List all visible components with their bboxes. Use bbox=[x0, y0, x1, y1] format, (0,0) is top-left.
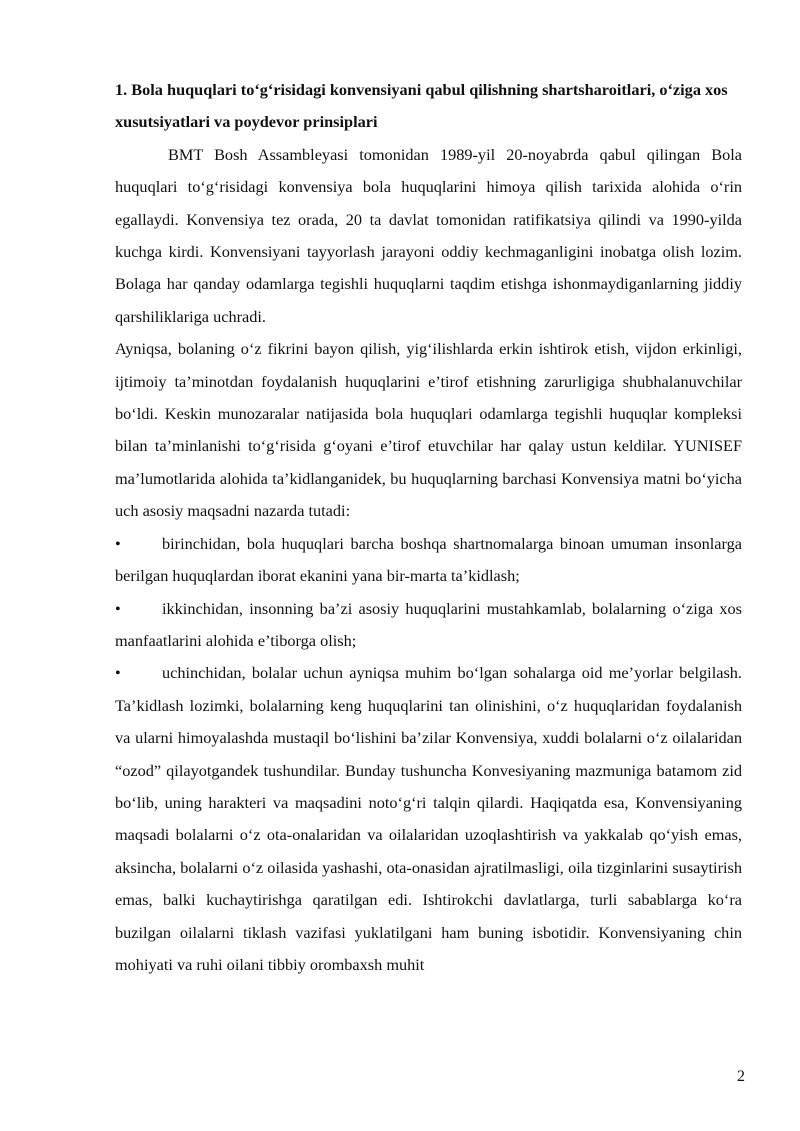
bullet-item-3 bbox=[115, 657, 742, 981]
bullet-item-2 bbox=[115, 593, 742, 658]
paragraph-2: Ayniqsa, bolaning o‘z fikrini bayon qilish, yig‘ilishlarda erkin ishtirok etish, vijdon erkinligi, ijtimoiy ta’minotdan foydalanish huquqlarini e’tirof etishning zarurligiga shubhalanuvchilar bo‘ldi. Keskin munozaralar natijasida bola huquqlari odamlarga tegishli huquqlar kompleksi bilan ta’minlanishi to‘g‘risida g‘oyani e’tirof etuvchilar har qalay ustun keldilar. YUNISEF ma’lumotlarida alohida ta’kidlanganidek, bu huquqlarning barchasi Konvensiya matni bo‘yicha uch asosiy maqsadni nazarda tutadi: bbox=[115, 339, 742, 521]
bullet-icon: • bbox=[115, 663, 121, 683]
bullet-item-1 bbox=[115, 528, 742, 593]
bullet-icon: • bbox=[115, 533, 121, 553]
bullet-item-text: uchinchidan, bolalar uchun ayniqsa muhim bo‘lgan sohalarga oid me’yorlar belgilash. Ta’kidlash lozimki, bolalarning keng huquqlarini tan olinishini, o‘z huquqlaridan foydalanish va ularni himoyalashda mustaqil bo‘lishini ba’zilar Konvensiya, xuddi bolalarni o‘z oilalaridan “ozod” qilayotgandek tushundilar. Bunday tushuncha Konvesiyaning mazmuniga batamom zid bo‘lib, uning harakteri va maqsadini noto‘g‘ri talqin qilardi. Haqiqatda esa, Konvensiyaning maqsadi bolalarni o‘z ota-onalaridan va oilalaridan uzoqlashtirish va yakkalab qo‘yish emas, aksincha, bolalarni o‘z oilasida yashashi, ota-onasidan ajratilmasligi, oila tizginlarini susaytirish emas, balki kuchaytirishga qaratilgan edi. Ishtirokchi davlatlarga, turli sabablarga ko‘ra buzilgan oilalarni tiklash vazifasi yuklatilgani ham buning isbotidir. Konvensiyaning chin mohiyati va ruhi oilani tibbiy orombaxsh muhit bbox=[115, 663, 742, 974]
page-number: 2 bbox=[736, 1066, 745, 1085]
bullet-item-text: birinchidan, bola huquqlari barcha boshqa shartnomalarga binoan umuman insonlarga berilgan huquqlardan iborat ekanini yana bir-marta ta’kidlash; bbox=[115, 533, 742, 586]
bullet-icon: • bbox=[115, 598, 121, 618]
paragraph-1: BMT Bosh Assambleyasi tomonidan 1989-yil 20-noyabrda qabul qilingan Bola huquqlari to‘g‘risidagi konvensiya bola huquqlarini himoya qilish tarixida alohida o‘rin egallaydi. Konvensiya tez orada, 20 ta davlat tomonidan ratifikatsiya qilindi va 1990-yilda kuchga kirdi. Konvensiyani tayyorlash jarayoni oddiy kechmaganligini inobatga olish lozim. Bolaga har qanday odamlarga tegishli huquqlarni taqdim etishga ishonmaydiganlarning jiddiy qarshiliklariga uchradi. bbox=[115, 144, 742, 326]
section-heading: 1. Bola huquqlari to‘g‘risidagi konvensiyani qabul qilishning shartsharoitlari, o‘ziga xos xusutsiyatlari va poydevor prinsiplari bbox=[115, 80, 728, 132]
page-body bbox=[115, 74, 742, 981]
bullet-item-text: ikkinchidan, insonning ba’zi asosiy huquqlarini mustahkamlab, bolalarning o‘ziga xos manfaatlarini alohida e’tiborga olish; bbox=[115, 598, 742, 650]
